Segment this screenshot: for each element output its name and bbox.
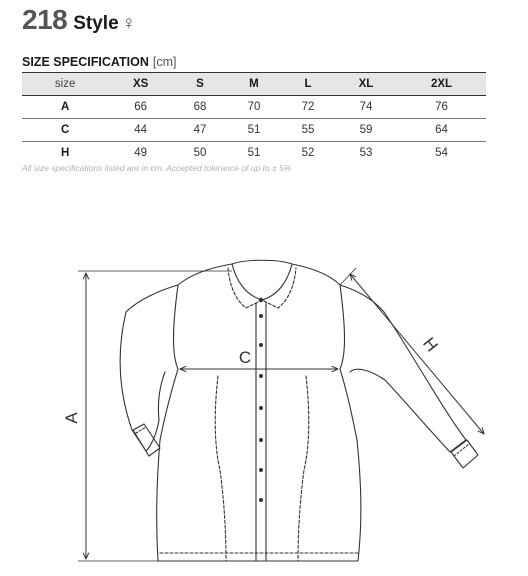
table-cell: 51 bbox=[247, 147, 261, 159]
table-cell: 47 bbox=[173, 119, 227, 142]
right-cuff-stitch bbox=[454, 444, 469, 456]
table-cell: 64 bbox=[397, 119, 486, 142]
table-cell: 68 bbox=[173, 96, 227, 119]
table-cell: 72 bbox=[281, 96, 335, 119]
table-cell: 70 bbox=[227, 96, 281, 119]
button bbox=[259, 468, 263, 472]
row-label: C bbox=[22, 119, 108, 142]
table-cell: 54 bbox=[435, 147, 448, 159]
tolerance-note: All size specifications listed are in cm. Accepted tolerance of up to ± 5% bbox=[22, 163, 292, 173]
left-dart bbox=[215, 376, 226, 561]
table-cell: 51 bbox=[227, 119, 281, 142]
table-cell: 49 bbox=[134, 147, 148, 159]
button bbox=[259, 438, 263, 442]
left-cuff bbox=[133, 424, 160, 456]
collar bbox=[232, 260, 292, 300]
table-cell: 52 bbox=[301, 147, 315, 159]
column-header: size bbox=[22, 73, 108, 96]
right-sleeve bbox=[340, 285, 466, 452]
row-label: H bbox=[60, 147, 70, 159]
button bbox=[259, 314, 263, 318]
female-symbol-icon: ♀ bbox=[121, 13, 136, 34]
button bbox=[259, 406, 263, 410]
column-header: S bbox=[173, 73, 227, 96]
label-h: H bbox=[419, 333, 442, 356]
button bbox=[259, 498, 263, 502]
table-cell: 44 bbox=[108, 119, 173, 142]
left-sleeve bbox=[120, 285, 178, 451]
table-cell: 53 bbox=[359, 147, 373, 159]
h-dimension bbox=[350, 274, 484, 434]
shirt-outline bbox=[120, 260, 478, 561]
buttons bbox=[259, 298, 263, 502]
shirt-body-outline bbox=[157, 264, 361, 561]
button bbox=[259, 343, 263, 347]
row-label: A bbox=[22, 96, 108, 119]
table-cell: 66 bbox=[108, 96, 173, 119]
column-header: XS bbox=[108, 73, 173, 96]
button bbox=[259, 298, 263, 302]
style-title: Style bbox=[73, 13, 119, 34]
column-header: L bbox=[281, 73, 335, 96]
model-number: 218 bbox=[22, 4, 68, 35]
table-cell: 74 bbox=[335, 96, 397, 119]
table-cell: 59 bbox=[335, 119, 397, 142]
dimension-lines bbox=[78, 268, 484, 561]
right-dart bbox=[298, 376, 309, 561]
column-header: 2XL bbox=[397, 73, 486, 96]
h-guide-top bbox=[340, 268, 356, 285]
table-cell: 55 bbox=[281, 119, 335, 142]
spec-title-text: SIZE SPECIFICATION bbox=[22, 55, 149, 69]
spec-unit: [cm] bbox=[152, 55, 177, 69]
table-cell: 76 bbox=[397, 96, 486, 119]
right-cuff bbox=[451, 440, 478, 468]
label-a: A bbox=[62, 412, 81, 424]
column-header: XL bbox=[335, 73, 397, 96]
label-c: C bbox=[238, 348, 252, 367]
button bbox=[259, 374, 263, 378]
table-cell: 50 bbox=[193, 147, 207, 159]
column-header: M bbox=[227, 73, 281, 96]
collar-band bbox=[228, 268, 296, 308]
